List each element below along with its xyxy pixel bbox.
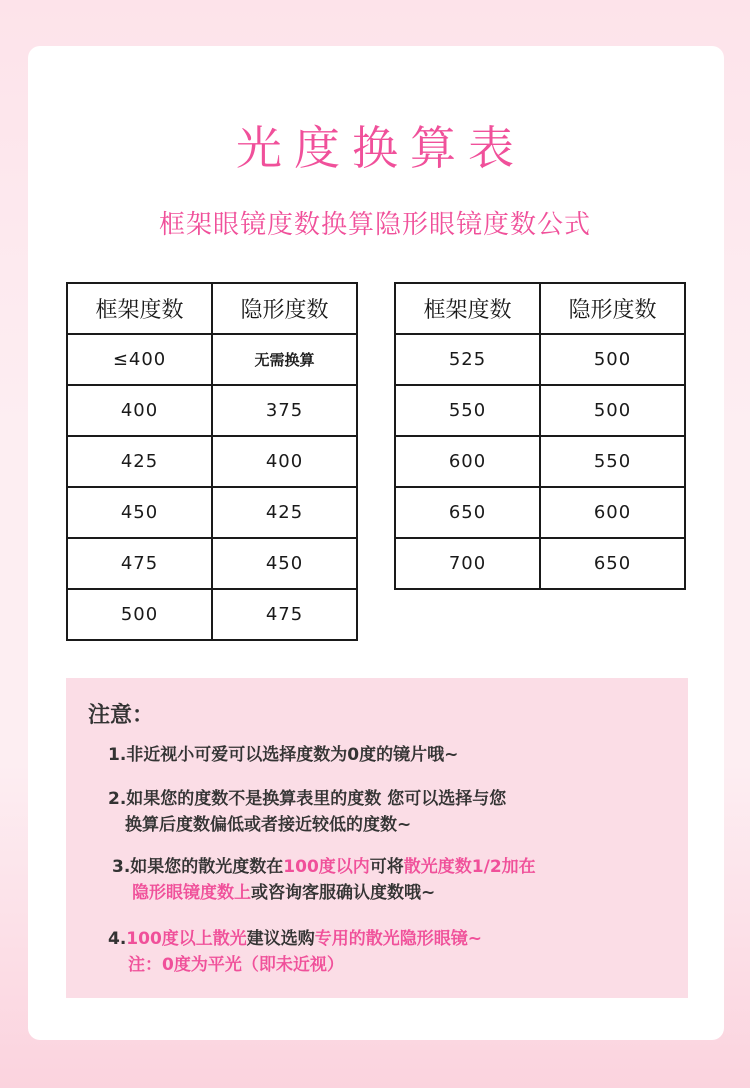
cell-frame-degree: 550 — [395, 385, 540, 436]
conversion-table-left — [66, 282, 358, 641]
page-title: 光度换算表 — [236, 121, 526, 175]
notes-panel — [66, 678, 688, 998]
table-row — [67, 385, 357, 436]
cell-contact-degree: 450 — [212, 538, 357, 589]
header-frame-degree: 框架度数 — [67, 283, 212, 334]
conversion-table-right — [394, 282, 686, 590]
cell-frame-degree: 525 — [395, 334, 540, 385]
note-4-text-a: 4. — [108, 929, 127, 949]
cell-frame-degree: 425 — [67, 436, 212, 487]
header-frame-degree: 框架度数 — [395, 283, 540, 334]
note-4-text-e: ~ — [467, 929, 483, 949]
header-contact-degree: 隐形度数 — [540, 283, 685, 334]
cell-contact-degree: 500 — [540, 385, 685, 436]
cell-contact-degree: 425 — [212, 487, 357, 538]
table-row — [67, 487, 357, 538]
note-2-line-1: 2.如果您的度数不是换算表里的度数 您可以选择与您 — [108, 789, 507, 809]
cell-contact-degree: 600 — [540, 487, 685, 538]
table-row — [67, 334, 357, 385]
table-row — [67, 589, 357, 640]
table-row — [67, 538, 357, 589]
note-3-text-f: 或咨询客服确认度数哦~ — [251, 883, 436, 903]
cell-frame-degree: 500 — [67, 589, 212, 640]
cell-frame-degree: 600 — [395, 436, 540, 487]
note-3-highlight-a: 100度以内 — [283, 857, 370, 877]
cell-contact-degree: 650 — [540, 538, 685, 589]
cell-frame-degree: 700 — [395, 538, 540, 589]
note-4-highlight-b: 100度以上散光 — [126, 929, 247, 949]
cell-contact-degree: 400 — [212, 436, 357, 487]
cell-contact-degree: 550 — [540, 436, 685, 487]
note-2 — [108, 786, 506, 838]
table-row — [395, 538, 685, 589]
note-3-text-a: 3.如果您的散光度数在 — [112, 857, 284, 877]
note-2-line-2: 换算后度数偏低或者接近较低的度数~ — [125, 815, 412, 835]
note-3 — [112, 854, 536, 906]
note-3-highlight-d: 散光度数1/2加在 — [403, 857, 536, 877]
cell-frame-degree: 650 — [395, 487, 540, 538]
cell-frame-degree: ≤400 — [67, 334, 212, 385]
cell-frame-degree: 475 — [67, 538, 212, 589]
header-contact-degree: 隐形度数 — [212, 283, 357, 334]
note-3-text-c: 可将 — [369, 857, 404, 877]
table-row — [395, 385, 685, 436]
note-4 — [108, 926, 482, 978]
note-4-line-2: 注：0度为平光（即未近视） — [128, 955, 344, 975]
notes-title: 注意： — [88, 703, 155, 728]
note-1 — [108, 742, 458, 768]
note-3-highlight-e: 隐形眼镜度数上 — [132, 883, 251, 903]
table-row — [67, 436, 357, 487]
note-1-text: 1.非近视小可爱可以选择度数为0度的镜片哦~ — [108, 745, 459, 765]
note-4-highlight-d: 专用的散光隐形眼镜 — [314, 929, 468, 949]
cell-contact-degree: 475 — [212, 589, 357, 640]
cell-frame-degree: 450 — [67, 487, 212, 538]
cell-contact-degree: 375 — [212, 385, 357, 436]
page-subtitle: 框架眼镜度数换算隐形眼镜度数公式 — [158, 210, 591, 240]
note-4-text-c: 建议选购 — [246, 929, 315, 949]
table-row — [395, 334, 685, 385]
cell-contact-degree: 无需换算 — [212, 334, 357, 385]
cell-contact-degree: 500 — [540, 334, 685, 385]
table-row — [395, 487, 685, 538]
cell-frame-degree: 400 — [67, 385, 212, 436]
table-row — [395, 436, 685, 487]
